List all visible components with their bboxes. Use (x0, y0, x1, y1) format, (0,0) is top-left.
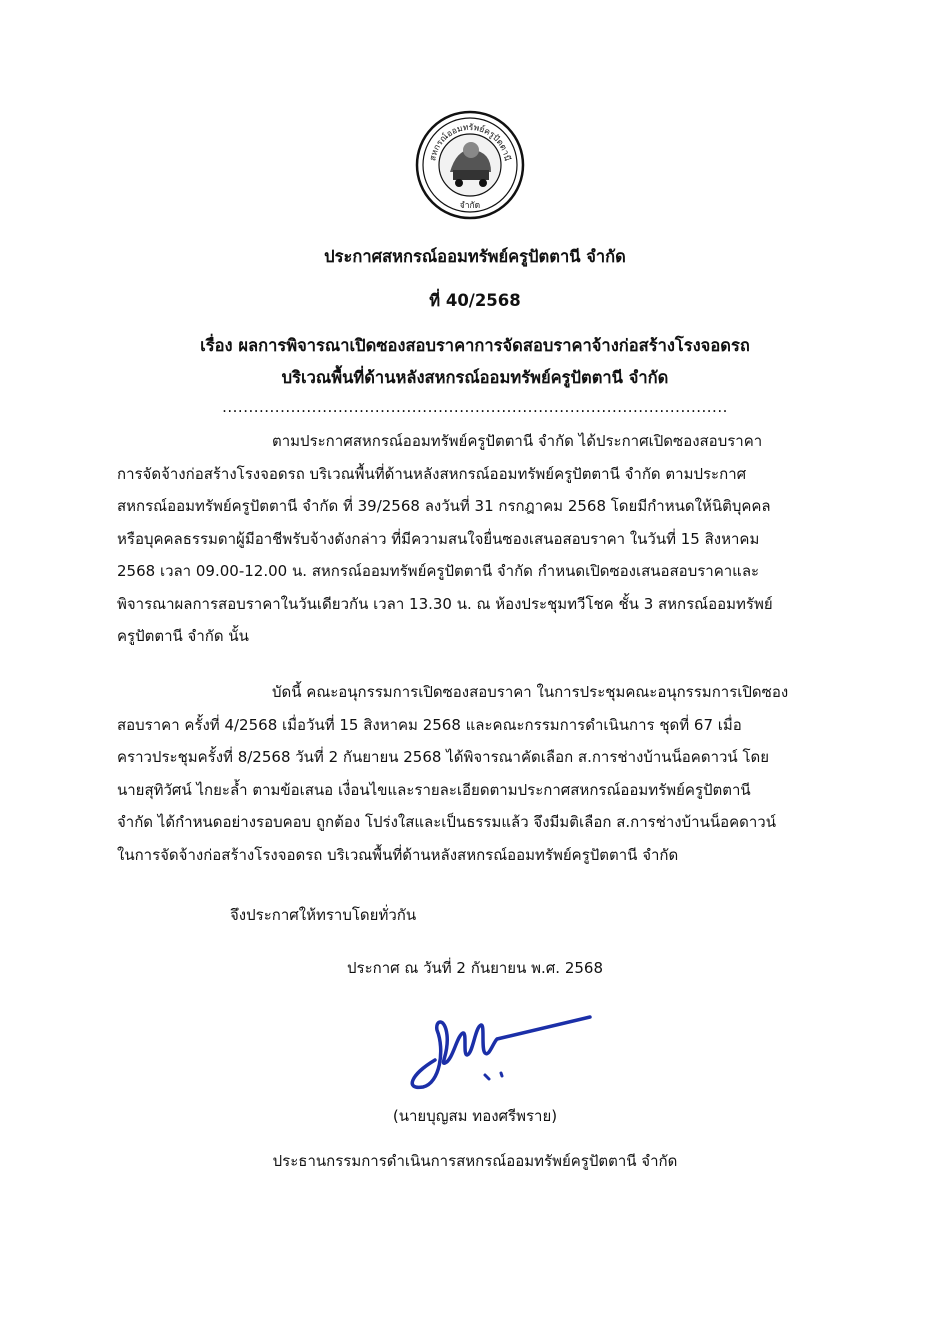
paragraph-1 (117, 425, 837, 653)
announcement-subject (0, 330, 950, 394)
paragraph-line: พิจารณาผลการสอบราคาในวันเดียวกัน เวลา 13.30 น. ณ ห้องประชุมทวีโชค ชั้น 3 สหกรณ์ออมทรัพย์ (117, 594, 773, 613)
announcement-date: ประกาศ ณ วันที่ 2 กันยายน พ.ศ. 2568 (346, 959, 603, 977)
paragraph-line: การจัดจ้างก่อสร้างโรงจอดรถ บริเวณพื้นที่ด้านหลังสหกรณ์ออมทรัพย์ครูปัตตานี จำกัด ตามประกาศ (117, 464, 747, 483)
paragraph-line: 2568 เวลา 09.00-12.00 น. สหกรณ์ออมทรัพย์ครูปัตตานี จำกัด กำหนดเปิดซองเสนอสอบราคาและ (117, 562, 760, 580)
announcement-title: ประกาศสหกรณ์ออมทรัพย์ครูปัตตานี จำกัด (324, 247, 626, 266)
paragraph-line: ในการจัดจ้างก่อสร้างโรงจอดรถ บริเวณพื้นที่ด้านหลังสหกรณ์ออมทรัพย์ครูปัตตานี จำกัด (117, 845, 679, 864)
announcement-number: ที่ 40/2568 (429, 291, 521, 310)
paragraph-line: คราวประชุมครั้งที่ 8/2568 วันที่ 2 กันยายน 2568 ได้พิจารณาคัดเลือก ส.การช่างบ้านน็อคดาวน์ โดย (117, 748, 770, 766)
closing-statement: จึงประกาศให้ทราบโดยทั่วกัน (230, 906, 417, 924)
signer-name: (นายบุญสม ทองศรีพราย) (392, 1107, 558, 1125)
paragraph-line: หรือบุคคลธรรมดาผู้มีอาชีพรับจ้างดังกล่าว ที่มีความสนใจยื่นซองเสนอสอบราคา ในวันที่ 15 สิงหาคม (117, 529, 760, 548)
paragraph-line: ครูปัตตานี จำกัด นั้น (117, 627, 249, 645)
signer-position: ประธานกรรมการดำเนินการสหกรณ์ออมทรัพย์ครูปัตตานี จำกัด (272, 1152, 678, 1170)
paragraph-line: นายสุทิวัศน์ ไกยะล้ำ ตามข้อเสนอ เงื่อนไขและรายละเอียดตามประกาศสหกรณ์ออมทรัพย์ครูปัตตานี (117, 780, 751, 799)
subject-line: บริเวณพื้นที่ด้านหลังสหกรณ์ออมทรัพย์ครูปัตตานี จำกัด (281, 368, 669, 387)
dotted-separator: ................................................................................................ (222, 398, 728, 416)
cooperative-seal-logo (415, 110, 525, 220)
paragraph-line: สหกรณ์ออมทรัพย์ครูปัตตานี จำกัด ที่ 39/2568 ลงวันที่ 31 กรกฎาคม 2568 โดยมีกำหนดให้นิติบุคคล (117, 497, 771, 515)
paragraph-line: ตามประกาศสหกรณ์ออมทรัพย์ครูปัตตานี จำกัด ได้ประกาศเปิดซองสอบราคา (272, 432, 763, 450)
svg-text:สหกรณ์ออมทรัพย์ครูปัตตานี: สหกรณ์ออมทรัพย์ครูปัตตานี (428, 122, 512, 162)
handwritten-signature (405, 1005, 605, 1095)
subject-line: เรื่อง ผลการพิจารณาเปิดซองสอบราคาการจัดสอบราคาจ้างก่อสร้างโรงจอดรถ (200, 336, 750, 355)
paragraph-line: สอบราคา ครั้งที่ 4/2568 เมื่อวันที่ 15 สิงหาคม 2568 และคณะกรรมการดำเนินการ ชุดที่ 67 เมื่อ (117, 715, 742, 734)
paragraph-line: บัดนี้ คณะอนุกรรมการเปิดซองสอบราคา ในการประชุมคณะอนุกรรมการเปิดซอง (272, 683, 789, 701)
paragraph-line: จำกัด ได้กำหนดอย่างรอบคอบ ถูกต้อง โปร่งใสและเป็นธรรมแล้ว จึงมีมติเลือก ส.การช่างบ้านน็อคดาวน์ (117, 813, 776, 831)
paragraph-2 (117, 676, 837, 871)
svg-text:จำกัด: จำกัด (459, 201, 481, 211)
